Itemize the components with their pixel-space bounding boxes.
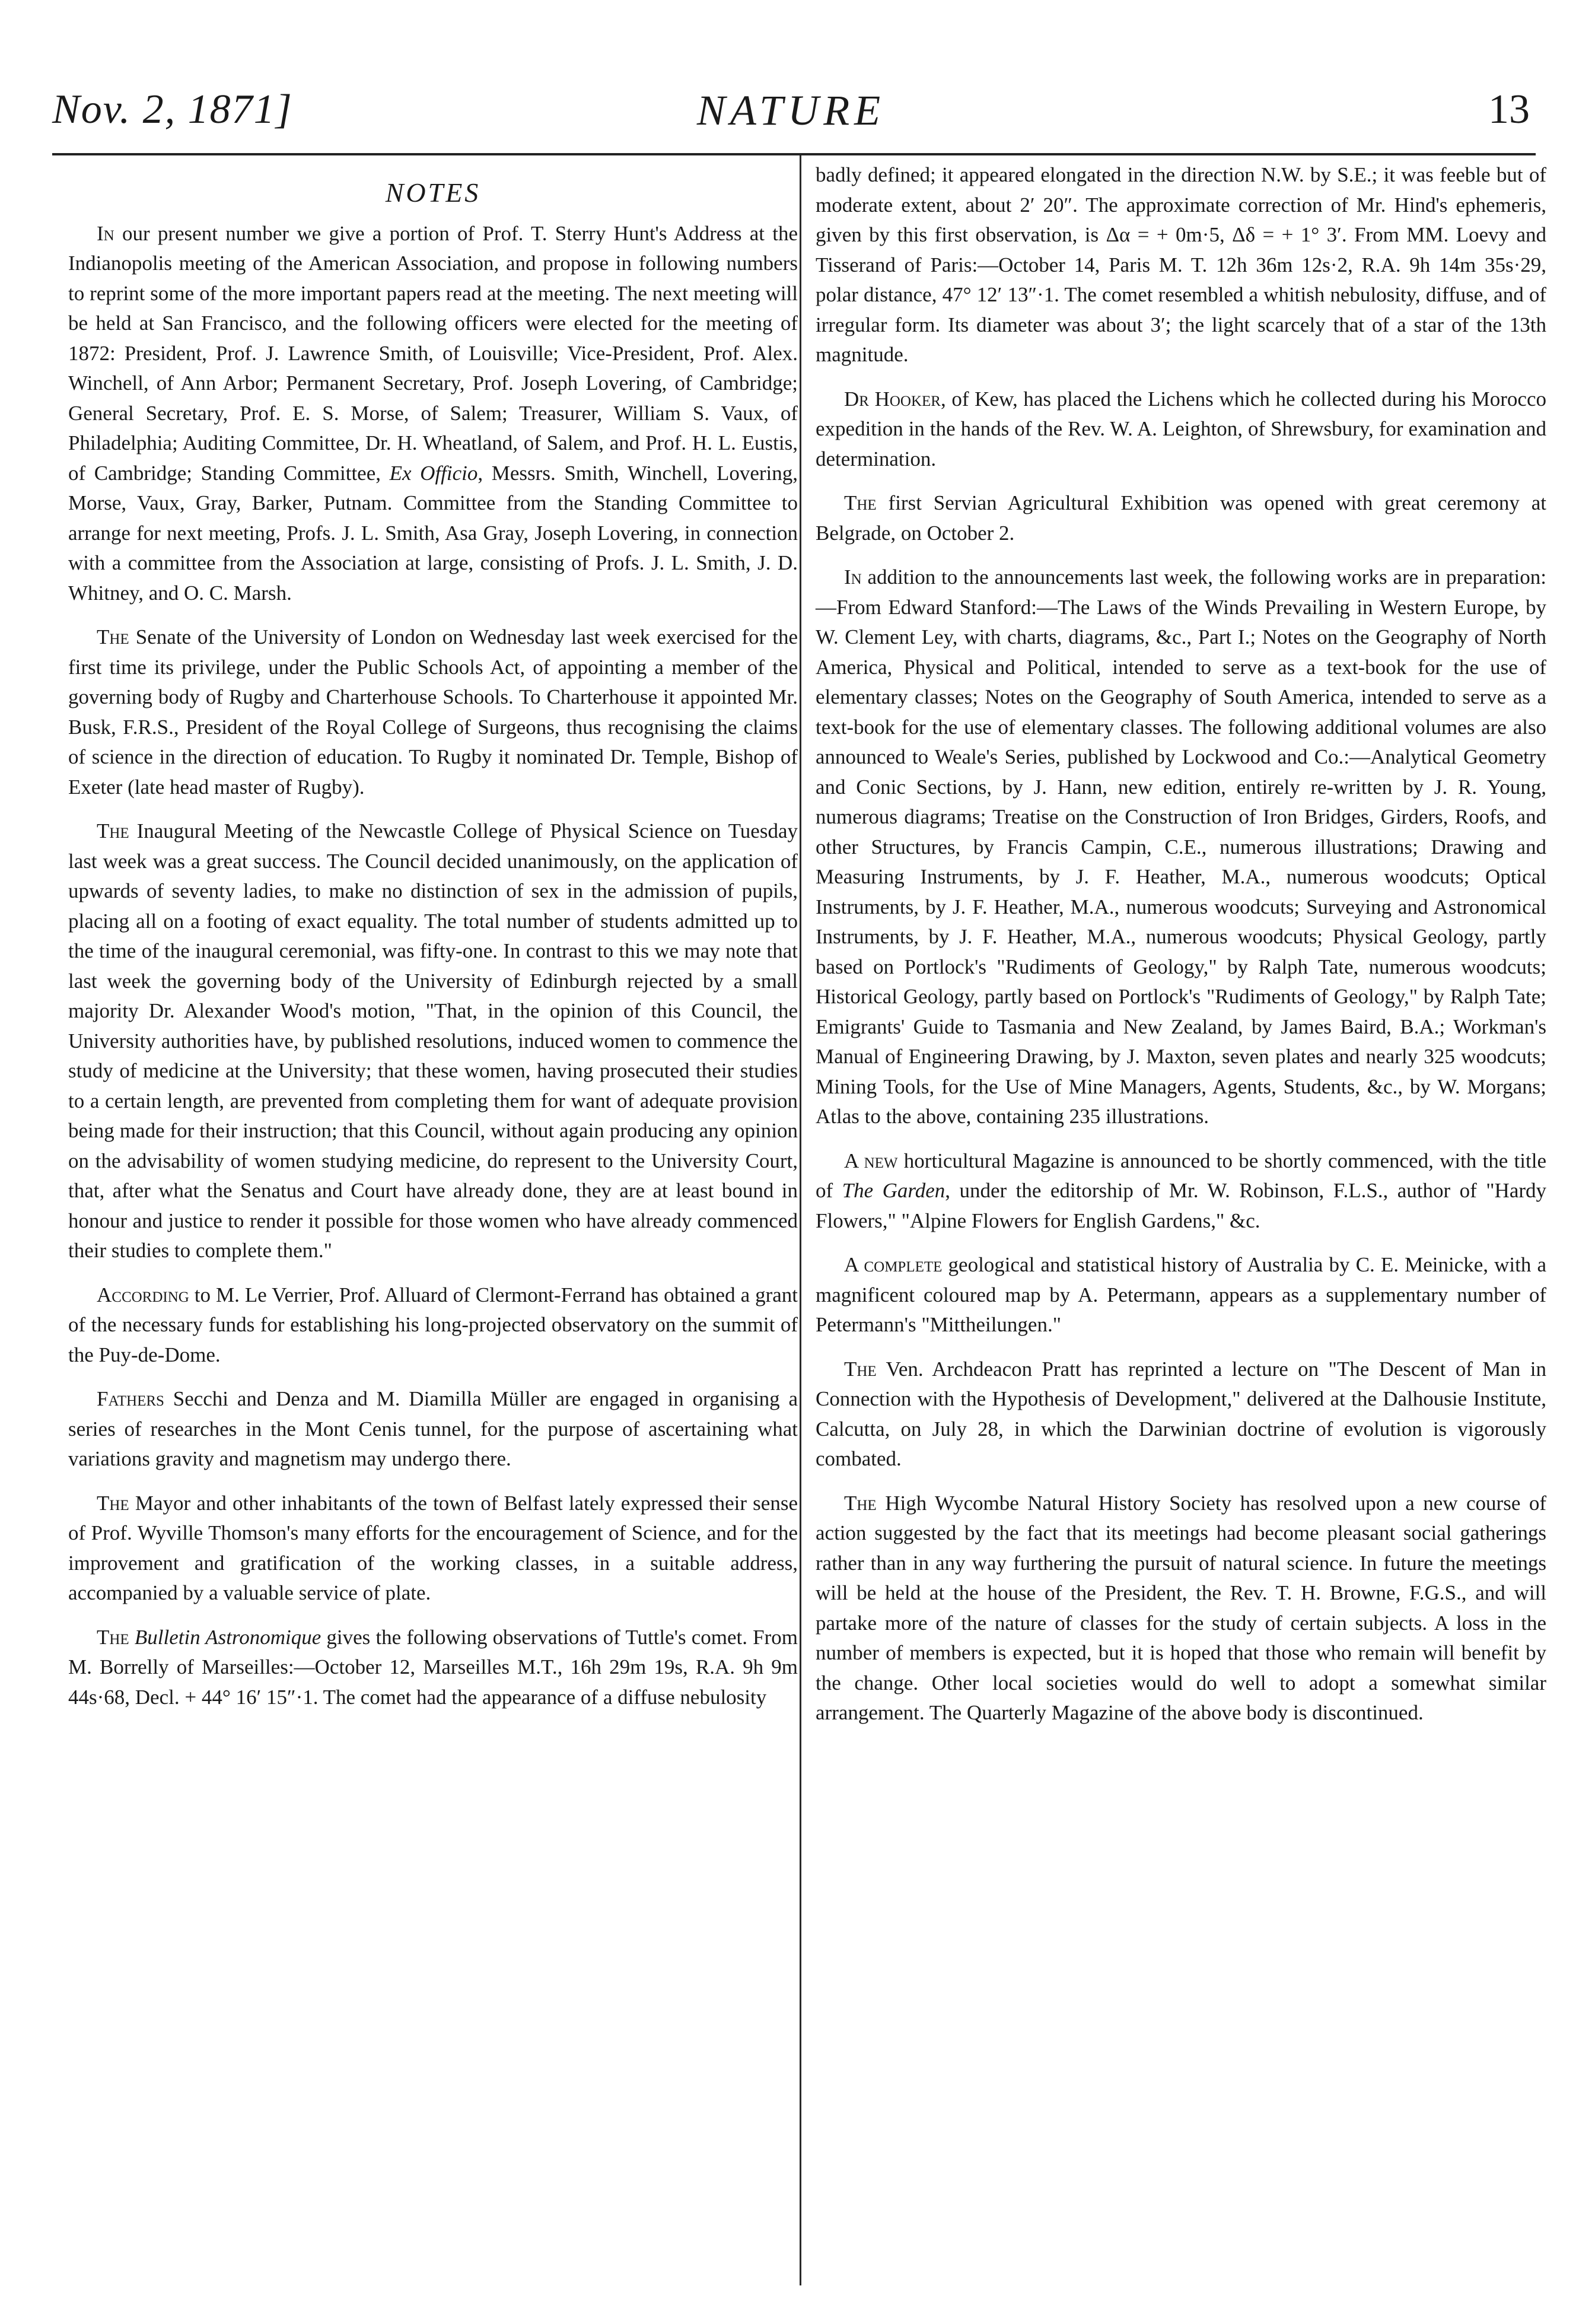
header-rule (52, 153, 1536, 155)
paragraph-text: gives the following observations of Tuttle's comet. From M. Borrelly of Marseilles:—October 12, Marseilles M.T., 16h 29m 19s, R.A. 9h 9m 44s·68, Decl. + 44° 16′ 15″·1. The comet had the appearance of a diffuse nebulosity (68, 1625, 798, 1709)
lead-word: The (844, 1357, 877, 1381)
paragraph-text: horticultural Magazine is announced to be shortly commenced, with the title of (816, 1149, 1546, 1202)
italic-text: Ex Officio (389, 461, 478, 485)
lead-word: In (844, 565, 862, 589)
paragraph (816, 1355, 1546, 1474)
paragraph-text: our present number we give a portion of Prof. T. Sterry Hunt's Address at the Indianopolis meeting of the American Association, and propose in following numbers to reprint some of the more important papers read at the meeting. The next meeting will be held at San Francisco, and the following officers were elected for the meeting of 1872: President, Prof. J. Lawrence Smith, of Louisville; Vice-President, Prof. Alex. Winchell, of Ann Arbor; Permanent Secretary, Prof. Joseph Lovering, of Cambridge; General Secretary, Prof. E. S. Morse, of Salem; Treasurer, William S. Vaux, of Philadelphia; Auditing Committee, Dr. H. Wheatland, of Salem, and Prof. H. L. Eustis, of Cambridge; Standing Committee, (68, 221, 798, 485)
paragraph-text: Senate of the University of London on Wednesday last week exercised for the first time its privilege, under the Public Schools Act, of appointing a member of the governing body of Rugby and Charterhouse Schools. To Charterhouse it appointed Mr. Busk, F.R.S., President of the Royal College of Surgeons, thus recognising the claims of science in the direction of education. To Rugby it nominated Dr. Temple, Bishop of Exeter (late head master of Rugby). (68, 625, 798, 799)
paragraph (68, 219, 798, 609)
paragraph (816, 488, 1546, 548)
lead-word: Dr Hooker (844, 387, 941, 411)
paragraph-text: Mayor and other inhabitants of the town of Belfast lately expressed their sense of Prof. Wyville Thomson's many efforts for the encouragement of Science, and for the improvement and gratification of the working classes, in a suitable address, accompanied by a valuable service of plate. (68, 1491, 798, 1604)
lead-word: The (97, 1491, 129, 1515)
lead-word: According (97, 1283, 189, 1306)
paragraph-text: , Messrs. Smith, Winchell, Lovering, Morse, Vaux, Gray, Barker, Putnam. Committee from the Standing Committee to arrange for next meeting, Profs. J. L. Smith, Asa Gray, Joseph Lovering, in connection with a committee from the Association at large, consisting of Profs. J. L. Smith, J. D. Whitney, and O. C. Marsh. (68, 461, 798, 605)
paragraph-text: , of Kew, has placed the Lichens which he collected during his Morocco expedition in the hands of the Rev. W. A. Leighton, of Shrewsbury, for examination and determination. (816, 387, 1546, 470)
italic-text: Bulletin Astronomique (134, 1625, 321, 1649)
paragraph-text: first Servian Agricultural Exhibition was opened with great ceremony at Belgrade, on October 2. (816, 491, 1546, 545)
paragraph-text: , under the editorship of Mr. W. Robinson, F.L.S., author of "Hardy Flowers," "Alpine Flowers for English Gardens," &c. (816, 1179, 1547, 1232)
paragraph (68, 1623, 798, 1713)
paragraph-text: Secchi and Denza and M. Diamilla Müller are engaged in organising a series of researches in the Mont Cenis tunnel, for the purpose of ascertaining what variations gravity and magnetism may undergo there. (68, 1387, 798, 1470)
paragraph (816, 1250, 1546, 1340)
paragraph-text: High Wycombe Natural History Society has resolved upon a new course of action suggested by the fact that its meetings had become pleasant social gatherings rather than in any way furthering the pursuit of natural science. In future the meetings will be held at the house of the President, the Rev. T. H. Browne, F.G.S., and will partake more of the nature of classes for the study of certain subjects. A loss in the number of members is expected, but it is hoped that those who remain will benefit by the change. Other local societies would do well to adopt a somewhat similar arrangement. The Quarterly Magazine of the above body is discontinued. (816, 1491, 1546, 1724)
page-number: 13 (1488, 87, 1530, 132)
journal-title: NATURE (696, 87, 886, 134)
column-divider (800, 155, 801, 2285)
paragraph (816, 384, 1546, 475)
paragraph-text: geological and statistical history of Australia by C. E. Meinicke, with a magnificent coloured map by A. Petermann, appears as a supplementary number of Petermann's "Mittheilungen." (816, 1253, 1546, 1336)
issue-date: Nov. 2, 1871] (52, 87, 293, 132)
paragraph-text: addition to the announcements last week, the following works are in preparation:—From Edward Stanford:—The Laws of the Winds Prevailing in Western Europe, by W. Clement Ley, with charts, diagrams, &c., Part I.; Notes on the Geography of North America, Physical and Political, intended to serve as a text-book for the use of elementary classes; Notes on the Geography of South America, intended to serve as a text-book for the use of elementary classes. The following additional volumes are also announced to Weale's Series, published by Lockwood and Co.:—Analytical Geometry and Conic Sections, by J. Hann, new edition, entirely re-written by J. R. Young, numerous diagrams; Treatise on the Construction of Iron Bridges, Girders, Roofs, and other Structures, by Francis Campin, C.E., numerous illustrations; Drawing and Measuring Instruments, by J. F. Heather, M.A., numerous woodcuts; Optical Instruments, by J. F. Heather, M.A., numerous woodcuts; Surveying and Astronomical Instruments, by J. F. Heather, M.A., numerous woodcuts; Physical Geology, partly based on Portlock's "Rudiments of Geology," by Ralph Tate, numerous woodcuts; Historical Geology, partly based on Portlock's "Rudiments of Geology," by Ralph Tate; Emigrants' Guide to Tasmania and New Zealand, by James Baird, B.A.; Workman's Manual of Engineering Drawing, by J. Maxton, seven plates and nearly 325 woodcuts; Mining Tools, for the Use of Mine Managers, Agents, Students, &c., by W. Morgans; Atlas to the above, containing 235 illustrations. (816, 565, 1546, 1128)
paragraph (816, 160, 1546, 370)
lead-word: The (844, 491, 877, 514)
paragraph (816, 562, 1546, 1132)
lead-word: The (97, 1625, 129, 1649)
lead-word: In (97, 221, 114, 245)
lead-word: A new (844, 1149, 898, 1172)
paragraph (68, 622, 798, 802)
paragraph-text: Ven. Archdeacon Pratt has reprinted a lecture on "The Descent of Man in Connection with the Hypothesis of Development," delivered at the Dalhousie Institute, Calcutta, on July 28, in which the Darwinian doctrine of evolution is vigorously combated. (816, 1357, 1546, 1470)
right-column (816, 160, 1546, 1743)
lead-word: A complete (844, 1253, 943, 1276)
lead-word: Fathers (97, 1387, 164, 1410)
lead-word: The (844, 1491, 877, 1515)
left-column (68, 160, 798, 1727)
lead-word: The (97, 625, 129, 648)
paragraph (68, 1384, 798, 1474)
paragraph-text: Inaugural Meeting of the Newcastle College of Physical Science on Tuesday last week was a great success. The Council decided unanimously, on the application of upwards of seventy ladies, to make no distinction of sex in the admission of pupils, placing all on a footing of exact equality. The total number of students admitted up to the time of the inaugural ceremonial, was fifty-one. In contrast to this we may note that last week the governing body of the University of Edinburgh rejected by a small majority Dr. Alexander Wood's motion, "That, in the opinion of this Council, the University authorities have, by published resolutions, induced women to commence the study of medicine at the University; that these women, having prosecuted their studies to a certain length, are prevented from completing them for want of adequate provision being made for their instruction; that this Council, without again producing any opinion on the advisability of women studying medicine, do represent to the University Court, that, after what the Senatus and Court have already done, they are at least bound in honour and justice to render it possible for those women who have already commenced their studies to complete them." (68, 819, 798, 1262)
paragraph (68, 1280, 798, 1371)
paragraph (68, 816, 798, 1266)
paragraph-text: badly defined; it appeared elongated in the direction N.W. by S.E.; it was feeble but of moderate extent, about 2′ 20″. The approximate correction of Mr. Hind's ephemeris, given by this first observation, is Δα = + 0m·5, Δδ = + 1° 3′. From MM. Loevy and Tisserand of Paris:—October 14, Paris M. T. 12h 36m 12s·2, R.A. 9h 14m 35s·29, polar distance, 47° 12′ 13″·1. The comet resembled a whitish nebulosity, diffuse, and of irregular form. Its diameter was about 3′; the light scarcely that of a star of the 13th magnitude. (816, 163, 1546, 366)
italic-text: The Garden (842, 1179, 945, 1202)
paragraph (68, 1489, 798, 1608)
lead-word: The (97, 819, 129, 843)
page-header (52, 86, 1530, 151)
section-heading: NOTES (385, 177, 481, 208)
paragraph (816, 1146, 1546, 1236)
paragraph-text: to M. Le Verrier, Prof. Alluard of Clermont-Ferrand has obtained a grant of the necessary funds for establishing his long-projected observatory on the summit of the Puy-de-Dome. (68, 1283, 798, 1366)
paragraph (816, 1489, 1546, 1728)
